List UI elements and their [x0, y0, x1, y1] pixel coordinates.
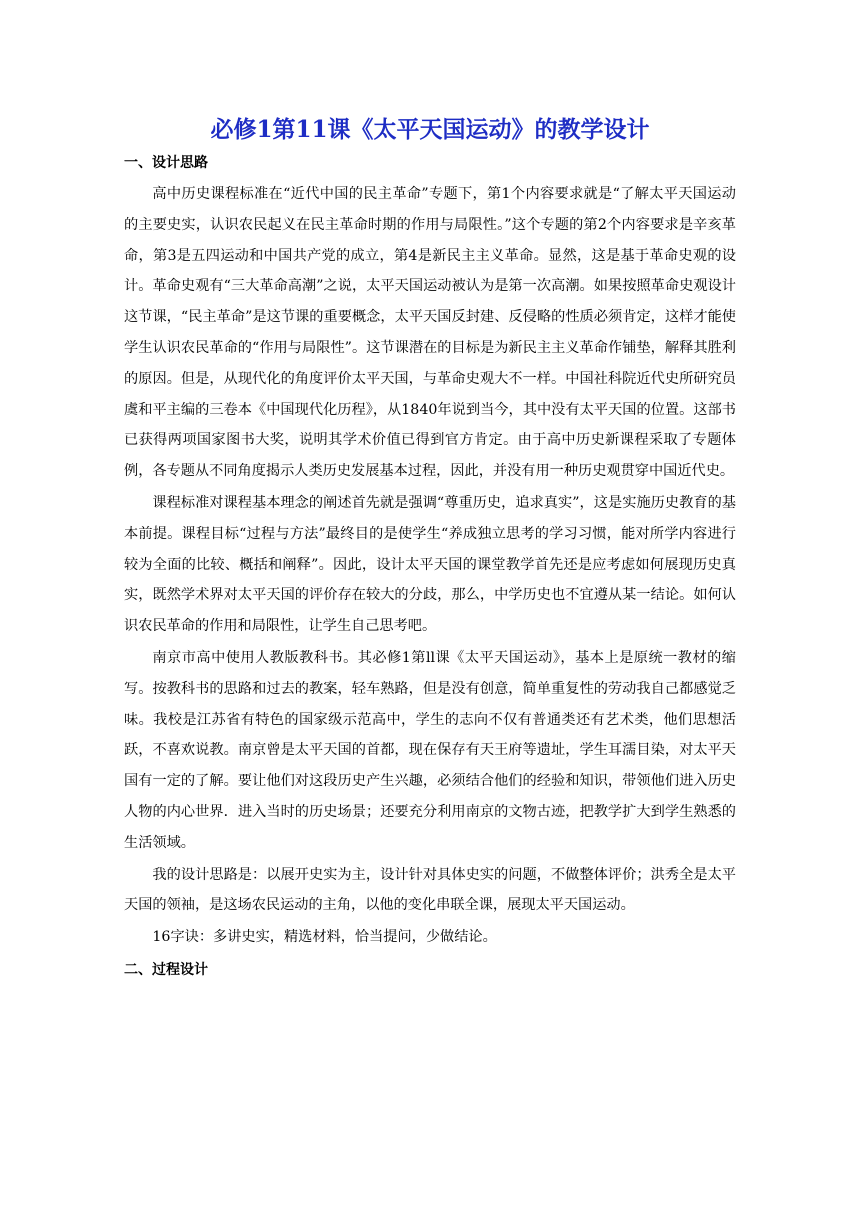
- document-body: [124, 112, 736, 987]
- paragraph-school-context: 南京市高中使用人教版教科书。其必修1第ll课《太平天国运动》，基本上是原统一教材的缩写。按教科书的思路和过去的教案，轻车熟路，但是没有创意，简单重复性的劳动我自己都感觉乏味。我校是江苏省有特色的国家级示范高中，学生的志向不仅有普通类还有艺术类，他们思想活跃，不喜欢说教。南京曾是太平天国的首都，现在保存有天王府等遗址，学生耳濡目染，对太平天国有一定的了解。要让他们对这段历史产生兴趣，必须结合他们的经验和知识，带领他们进入历史人物的内心世界．进入当时的历史场景；还要充分利用南京的文物古迹，把教学扩大到学生熟悉的生活领域。: [124, 649, 736, 851]
- section-heading-process-design: 二、过程设计: [124, 961, 208, 978]
- paragraph-curriculum-standard: 高中历史课程标准在“近代中国的民主革命”专题下，第1个内容要求就是“了解太平天国运动的主要史实，认识农民起义在民主革命时期的作用与局限性。”这个专题的第2个内容要求是辛亥革命，第3是五四运动和中国共产党的成立，第4是新民主主义革命。显然，这是基于革命史观的设计。革命史观有“三大革命高潮”之说，太平天国运动被认为是第一次高潮。如果按照革命史观设计这节课，“民主革命”是这节课的重要概念，太平天国反封建、反侵略的性质必须肯定，这样才能使学生认识农民革命的“作用与局限性”。这节课潜在的目标是为新民主主义革命作铺垫，解释其胜利的原因。但是，从现代化的角度评价太平天国，与革命史观大不一样。中国社科院近代史所研究员虞和平主编的三卷本《中国现代化历程》，从1840年说到当今，其中没有太平天国的位置。这部书已获得两项国家图书大奖，说明其学术价值已得到官方肯定。由于高中历史新课程采取了专题体例，各专题从不同角度揭示人类历史发展基本过程，因此，并没有用一种历史观贯穿中国近代史。: [124, 186, 736, 480]
- paragraph-teaching-philosophy: 课程标准对课程基本理念的阐述首先就是强调“尊重历史，追求真实”，这是实施历史教育的基本前提。课程目标“过程与方法”最终目的是使学生“养成独立思考的学习习惯，能对所学内容进行较为全面的比较、概括和阐释”。因此，设计太平天国的课堂教学首先还是应考虑如何展现历史真实，既然学术界对太平天国的评价存在较大的分歧，那么，中学历史也不宜遵从某一结论。如何认识农民革命的作用和局限性，让学生自己思考吧。: [124, 494, 736, 635]
- paragraph-sixteen-character-motto: 16字诀：多讲史实，精选材料，恰当提问，少做结论。: [152, 929, 497, 946]
- section-heading-design-ideas: 一、设计思路: [124, 155, 208, 171]
- paragraph-design-approach: 我的设计思路是：以展开史实为主，设计针对具体史实的问题，不做整体评价；洪秀全是太平天国的领袖，是这场农民运动的主角，以他的变化串联全课，展现太平天国运动。: [124, 866, 736, 914]
- document-title: 必修1第11课《太平天国运动》的教学设计: [210, 116, 650, 143]
